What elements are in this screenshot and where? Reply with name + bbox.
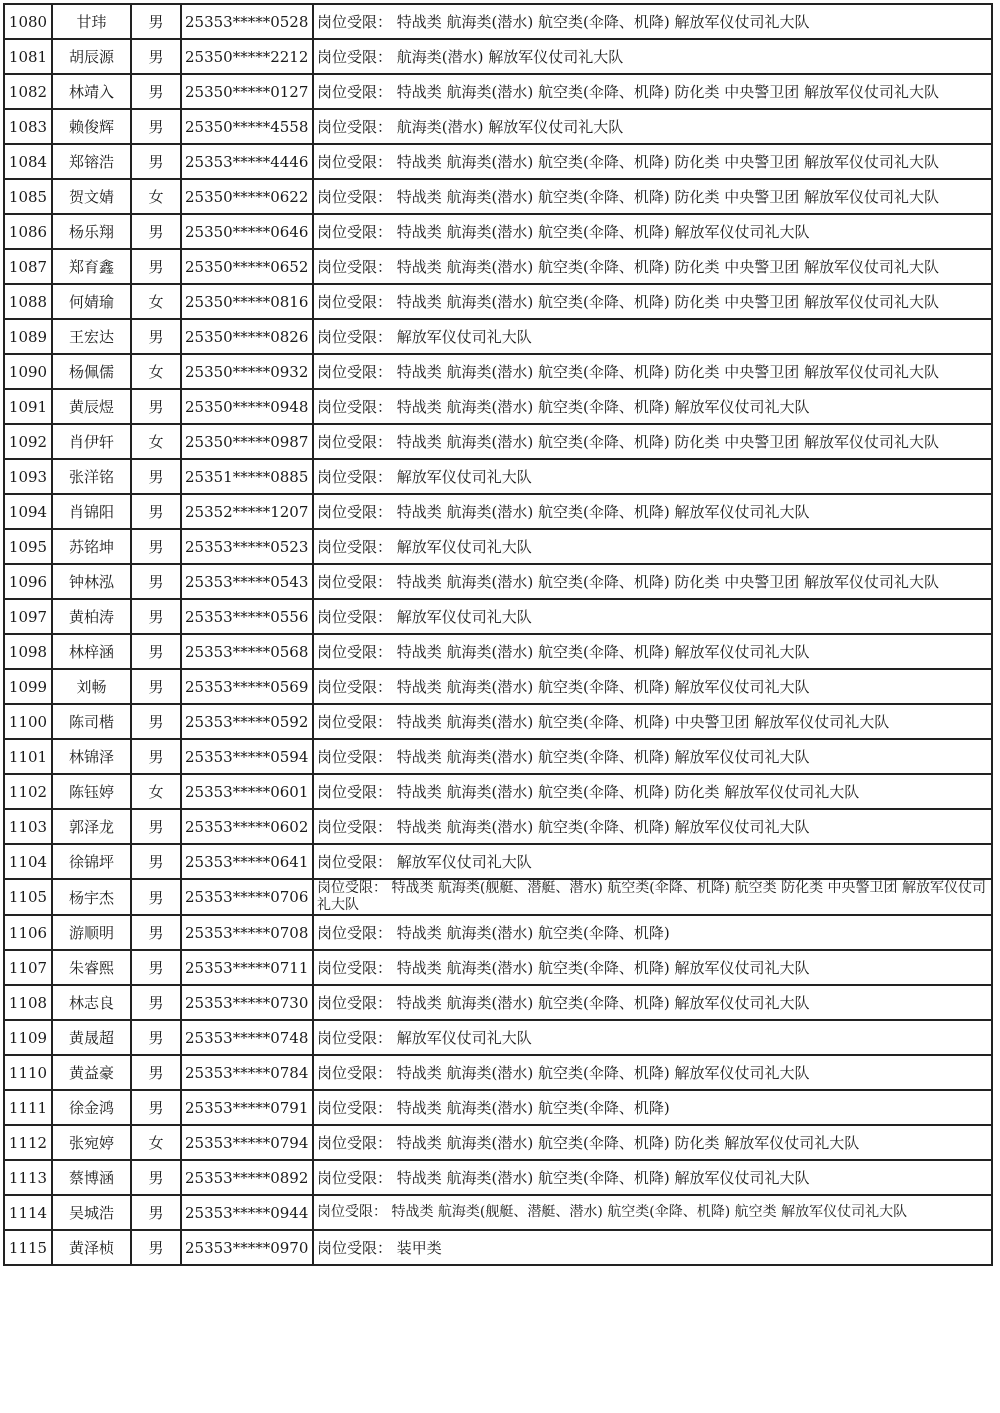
row-number: 1083: [4, 109, 52, 144]
id-number: 25353*****0641: [181, 844, 313, 879]
restriction-note: 岗位受限： 特战类 航海类(潜水) 航空类(伞降、机降) 解放军仪仗司礼大队: [313, 389, 992, 424]
person-name: 甘玮: [52, 4, 131, 39]
gender: 女: [131, 1125, 181, 1160]
table-row: [4, 985, 992, 1020]
id-number: 25353*****0569: [181, 669, 313, 704]
person-name: 肖伊轩: [52, 424, 131, 459]
table-row: [4, 39, 992, 74]
gender: 男: [131, 1055, 181, 1090]
row-number: 1087: [4, 249, 52, 284]
id-number: 25353*****0543: [181, 564, 313, 599]
person-name: 贺文婧: [52, 179, 131, 214]
restriction-note: 岗位受限： 解放军仪仗司礼大队: [313, 459, 992, 494]
table-row: [4, 389, 992, 424]
row-number: 1080: [4, 4, 52, 39]
restriction-note: 岗位受限： 装甲类: [313, 1230, 992, 1265]
person-name: 黄泽桢: [52, 1230, 131, 1265]
row-number: 1103: [4, 809, 52, 844]
person-name: 胡辰源: [52, 39, 131, 74]
gender: 男: [131, 1090, 181, 1125]
person-name: 林靖入: [52, 74, 131, 109]
row-number: 1091: [4, 389, 52, 424]
restriction-note: 岗位受限： 特战类 航海类(潜水) 航空类(伞降、机降) 防化类 中央警卫团 解放军仪仗司礼大队: [313, 74, 992, 109]
person-name: 黄辰煜: [52, 389, 131, 424]
id-number: 25353*****0594: [181, 739, 313, 774]
gender: 男: [131, 915, 181, 950]
restriction-note: 岗位受限： 特战类 航海类(潜水) 航空类(伞降、机降) 解放军仪仗司礼大队: [313, 985, 992, 1020]
id-number: 25353*****0730: [181, 985, 313, 1020]
gender: 女: [131, 284, 181, 319]
table-row: [4, 74, 992, 109]
restriction-note: 岗位受限： 解放军仪仗司礼大队: [313, 599, 992, 634]
restriction-note: 岗位受限： 解放军仪仗司礼大队: [313, 1020, 992, 1055]
row-number: 1107: [4, 950, 52, 985]
id-number: 25350*****0646: [181, 214, 313, 249]
restriction-note: 岗位受限： 特战类 航海类(潜水) 航空类(伞降、机降) 解放军仪仗司礼大队: [313, 494, 992, 529]
person-name: 游顺明: [52, 915, 131, 950]
person-name: 王宏达: [52, 319, 131, 354]
gender: 男: [131, 1160, 181, 1195]
table-row: [4, 109, 992, 144]
person-name: 林志良: [52, 985, 131, 1020]
gender: 男: [131, 319, 181, 354]
row-number: 1105: [4, 879, 52, 915]
restriction-note: 岗位受限： 特战类 航海类(潜水) 航空类(伞降、机降) 防化类 解放军仪仗司礼大队: [313, 1125, 992, 1160]
row-number: 1090: [4, 354, 52, 389]
person-name: 刘畅: [52, 669, 131, 704]
person-name: 杨宇杰: [52, 879, 131, 915]
id-number: 25353*****0748: [181, 1020, 313, 1055]
gender: 男: [131, 599, 181, 634]
row-number: 1101: [4, 739, 52, 774]
table-row: [4, 4, 992, 39]
person-name: 林锦泽: [52, 739, 131, 774]
restriction-note: 岗位受限： 特战类 航海类(潜水) 航空类(伞降、机降) 防化类 中央警卫团 解放军仪仗司礼大队: [313, 424, 992, 459]
id-number: 25350*****0948: [181, 389, 313, 424]
restriction-note: 岗位受限： 特战类 航海类(潜水) 航空类(伞降、机降) 防化类 中央警卫团 解放军仪仗司礼大队: [313, 144, 992, 179]
gender: 男: [131, 494, 181, 529]
table-row: [4, 1195, 992, 1230]
id-number: 25353*****0970: [181, 1230, 313, 1265]
table-row: [4, 179, 992, 214]
table-row: [4, 599, 992, 634]
id-number: 25352*****1207: [181, 494, 313, 529]
gender: 男: [131, 4, 181, 39]
row-number: 1100: [4, 704, 52, 739]
gender: 女: [131, 354, 181, 389]
id-number: 25353*****0602: [181, 809, 313, 844]
row-number: 1081: [4, 39, 52, 74]
row-number: 1086: [4, 214, 52, 249]
id-number: 25353*****0523: [181, 529, 313, 564]
id-number: 25351*****0885: [181, 459, 313, 494]
restriction-note: 岗位受限： 特战类 航海类(潜水) 航空类(伞降、机降) 防化类 中央警卫团 解放军仪仗司礼大队: [313, 249, 992, 284]
row-number: 1111: [4, 1090, 52, 1125]
row-number: 1110: [4, 1055, 52, 1090]
gender: 男: [131, 459, 181, 494]
restriction-note: 岗位受限： 特战类 航海类(潜水) 航空类(伞降、机降) 解放军仪仗司礼大队: [313, 739, 992, 774]
person-name: 朱睿熙: [52, 950, 131, 985]
table-row: [4, 774, 992, 809]
person-name: 蔡博涵: [52, 1160, 131, 1195]
table-row: [4, 634, 992, 669]
person-name: 张洋铭: [52, 459, 131, 494]
row-number: 1093: [4, 459, 52, 494]
person-name: 陈司楷: [52, 704, 131, 739]
gender: 男: [131, 1195, 181, 1230]
person-name: 黄益豪: [52, 1055, 131, 1090]
id-number: 25353*****0784: [181, 1055, 313, 1090]
restriction-note: 岗位受限： 特战类 航海类(潜水) 航空类(伞降、机降) 解放军仪仗司礼大队: [313, 950, 992, 985]
restriction-note: 岗位受限： 特战类 航海类(潜水) 航空类(伞降、机降) 解放军仪仗司礼大队: [313, 669, 992, 704]
table-row: [4, 1020, 992, 1055]
id-number: 25353*****0708: [181, 915, 313, 950]
gender: 男: [131, 669, 181, 704]
person-name: 肖锦阳: [52, 494, 131, 529]
gender: 女: [131, 774, 181, 809]
restriction-note: 岗位受限： 航海类(潜水) 解放军仪仗司礼大队: [313, 39, 992, 74]
id-number: 25353*****0706: [181, 879, 313, 915]
id-number: 25353*****0794: [181, 1125, 313, 1160]
id-number: 25350*****0826: [181, 319, 313, 354]
row-number: 1095: [4, 529, 52, 564]
restriction-note: 岗位受限： 解放军仪仗司礼大队: [313, 529, 992, 564]
row-number: 1112: [4, 1125, 52, 1160]
gender: 男: [131, 809, 181, 844]
gender: 女: [131, 179, 181, 214]
gender: 男: [131, 529, 181, 564]
row-number: 1089: [4, 319, 52, 354]
id-number: 25350*****2212: [181, 39, 313, 74]
person-name: 吴城浩: [52, 1195, 131, 1230]
id-number: 25350*****0127: [181, 74, 313, 109]
table-row: [4, 809, 992, 844]
table-row: [4, 459, 992, 494]
row-number: 1085: [4, 179, 52, 214]
table-row: [4, 739, 992, 774]
person-name: 苏铭坤: [52, 529, 131, 564]
person-name: 赖俊辉: [52, 109, 131, 144]
row-number: 1104: [4, 844, 52, 879]
id-number: 25353*****0944: [181, 1195, 313, 1230]
restriction-note: 岗位受限： 解放军仪仗司礼大队: [313, 319, 992, 354]
table-row: [4, 564, 992, 599]
gender: 男: [131, 739, 181, 774]
id-number: 25353*****0568: [181, 634, 313, 669]
gender: 男: [131, 950, 181, 985]
id-number: 25353*****0528: [181, 4, 313, 39]
restriction-note: 岗位受限： 特战类 航海类(潜水) 航空类(伞降、机降) 解放军仪仗司礼大队: [313, 214, 992, 249]
restriction-note: 岗位受限： 特战类 航海类(潜水) 航空类(伞降、机降) 解放军仪仗司礼大队: [313, 1055, 992, 1090]
row-number: 1106: [4, 915, 52, 950]
restriction-note: 岗位受限： 特战类 航海类(潜水) 航空类(伞降、机降) 解放军仪仗司礼大队: [313, 809, 992, 844]
id-number: 25350*****4558: [181, 109, 313, 144]
recruit-list-table: [3, 3, 993, 1266]
person-name: 杨乐翔: [52, 214, 131, 249]
table-row: [4, 249, 992, 284]
person-name: 郑镕浩: [52, 144, 131, 179]
restriction-note: 岗位受限： 特战类 航海类(潜水) 航空类(伞降、机降) 防化类 中央警卫团 解放军仪仗司礼大队: [313, 354, 992, 389]
person-name: 黄柏涛: [52, 599, 131, 634]
gender: 男: [131, 1020, 181, 1055]
table-row: [4, 669, 992, 704]
id-number: 25350*****0987: [181, 424, 313, 459]
id-number: 25353*****0601: [181, 774, 313, 809]
person-name: 林梓涵: [52, 634, 131, 669]
row-number: 1092: [4, 424, 52, 459]
gender: 男: [131, 879, 181, 915]
gender: 女: [131, 424, 181, 459]
table-body: [4, 4, 992, 1265]
restriction-note: 岗位受限： 特战类 航海类(潜水) 航空类(伞降、机降) 解放军仪仗司礼大队: [313, 634, 992, 669]
restriction-note: 岗位受限： 特战类 航海类(潜水) 航空类(伞降、机降) 解放军仪仗司礼大队: [313, 4, 992, 39]
table-row: [4, 1230, 992, 1265]
row-number: 1099: [4, 669, 52, 704]
table-row: [4, 1160, 992, 1195]
restriction-note: 岗位受限： 特战类 航海类(舰艇、潜艇、潜水) 航空类(伞降、机降) 航空类 解放军仪仗司礼大队: [313, 1195, 992, 1230]
person-name: 陈钰婷: [52, 774, 131, 809]
person-name: 郭泽龙: [52, 809, 131, 844]
table-row: [4, 144, 992, 179]
table-row: [4, 1125, 992, 1160]
restriction-note: 岗位受限： 特战类 航海类(潜水) 航空类(伞降、机降): [313, 1090, 992, 1125]
row-number: 1109: [4, 1020, 52, 1055]
table-row: [4, 879, 992, 915]
person-name: 张宛婷: [52, 1125, 131, 1160]
row-number: 1082: [4, 74, 52, 109]
person-name: 徐金鸿: [52, 1090, 131, 1125]
gender: 男: [131, 1230, 181, 1265]
row-number: 1096: [4, 564, 52, 599]
table-row: [4, 424, 992, 459]
gender: 男: [131, 704, 181, 739]
gender: 男: [131, 39, 181, 74]
gender: 男: [131, 249, 181, 284]
table-row: [4, 1090, 992, 1125]
id-number: 25353*****0592: [181, 704, 313, 739]
id-number: 25350*****0622: [181, 179, 313, 214]
restriction-note: 岗位受限： 特战类 航海类(潜水) 航空类(伞降、机降) 防化类 解放军仪仗司礼大队: [313, 774, 992, 809]
person-name: 徐锦坪: [52, 844, 131, 879]
row-number: 1094: [4, 494, 52, 529]
id-number: 25353*****4446: [181, 144, 313, 179]
restriction-note: 岗位受限： 特战类 航海类(潜水) 航空类(伞降、机降) 解放军仪仗司礼大队: [313, 1160, 992, 1195]
gender: 男: [131, 74, 181, 109]
restriction-note: 岗位受限： 航海类(潜水) 解放军仪仗司礼大队: [313, 109, 992, 144]
restriction-note: 岗位受限： 特战类 航海类(潜水) 航空类(伞降、机降) 防化类 中央警卫团 解放军仪仗司礼大队: [313, 564, 992, 599]
row-number: 1097: [4, 599, 52, 634]
id-number: 25350*****0816: [181, 284, 313, 319]
row-number: 1088: [4, 284, 52, 319]
person-name: 黄晟超: [52, 1020, 131, 1055]
table-row: [4, 1055, 992, 1090]
table-row: [4, 915, 992, 950]
restriction-note: 岗位受限： 特战类 航海类(潜水) 航空类(伞降、机降) 中央警卫团 解放军仪仗司礼大队: [313, 704, 992, 739]
row-number: 1098: [4, 634, 52, 669]
row-number: 1115: [4, 1230, 52, 1265]
restriction-note: 岗位受限： 特战类 航海类(潜水) 航空类(伞降、机降) 防化类 中央警卫团 解放军仪仗司礼大队: [313, 179, 992, 214]
restriction-note: 岗位受限： 特战类 航海类(舰艇、潜艇、潜水) 航空类(伞降、机降) 航空类 防化类 中央警卫团 解放军仪仗司礼大队: [313, 879, 992, 915]
gender: 男: [131, 634, 181, 669]
id-number: 25353*****0791: [181, 1090, 313, 1125]
row-number: 1113: [4, 1160, 52, 1195]
restriction-note: 岗位受限： 解放军仪仗司礼大队: [313, 844, 992, 879]
table-row: [4, 844, 992, 879]
person-name: 钟林泓: [52, 564, 131, 599]
table-row: [4, 529, 992, 564]
id-number: 25353*****0556: [181, 599, 313, 634]
id-number: 25353*****0711: [181, 950, 313, 985]
table-row: [4, 704, 992, 739]
id-number: 25353*****0892: [181, 1160, 313, 1195]
table-row: [4, 950, 992, 985]
table-row: [4, 494, 992, 529]
person-name: 杨佩儒: [52, 354, 131, 389]
gender: 男: [131, 844, 181, 879]
restriction-note: 岗位受限： 特战类 航海类(潜水) 航空类(伞降、机降): [313, 915, 992, 950]
gender: 男: [131, 214, 181, 249]
person-name: 郑育鑫: [52, 249, 131, 284]
table-row: [4, 214, 992, 249]
person-name: 何婧瑜: [52, 284, 131, 319]
row-number: 1114: [4, 1195, 52, 1230]
gender: 男: [131, 144, 181, 179]
row-number: 1108: [4, 985, 52, 1020]
id-number: 25350*****0652: [181, 249, 313, 284]
gender: 男: [131, 389, 181, 424]
gender: 男: [131, 564, 181, 599]
row-number: 1102: [4, 774, 52, 809]
id-number: 25350*****0932: [181, 354, 313, 389]
table-row: [4, 284, 992, 319]
gender: 男: [131, 985, 181, 1020]
gender: 男: [131, 109, 181, 144]
restriction-note: 岗位受限： 特战类 航海类(潜水) 航空类(伞降、机降) 防化类 中央警卫团 解放军仪仗司礼大队: [313, 284, 992, 319]
table-row: [4, 354, 992, 389]
table-row: [4, 319, 992, 354]
row-number: 1084: [4, 144, 52, 179]
